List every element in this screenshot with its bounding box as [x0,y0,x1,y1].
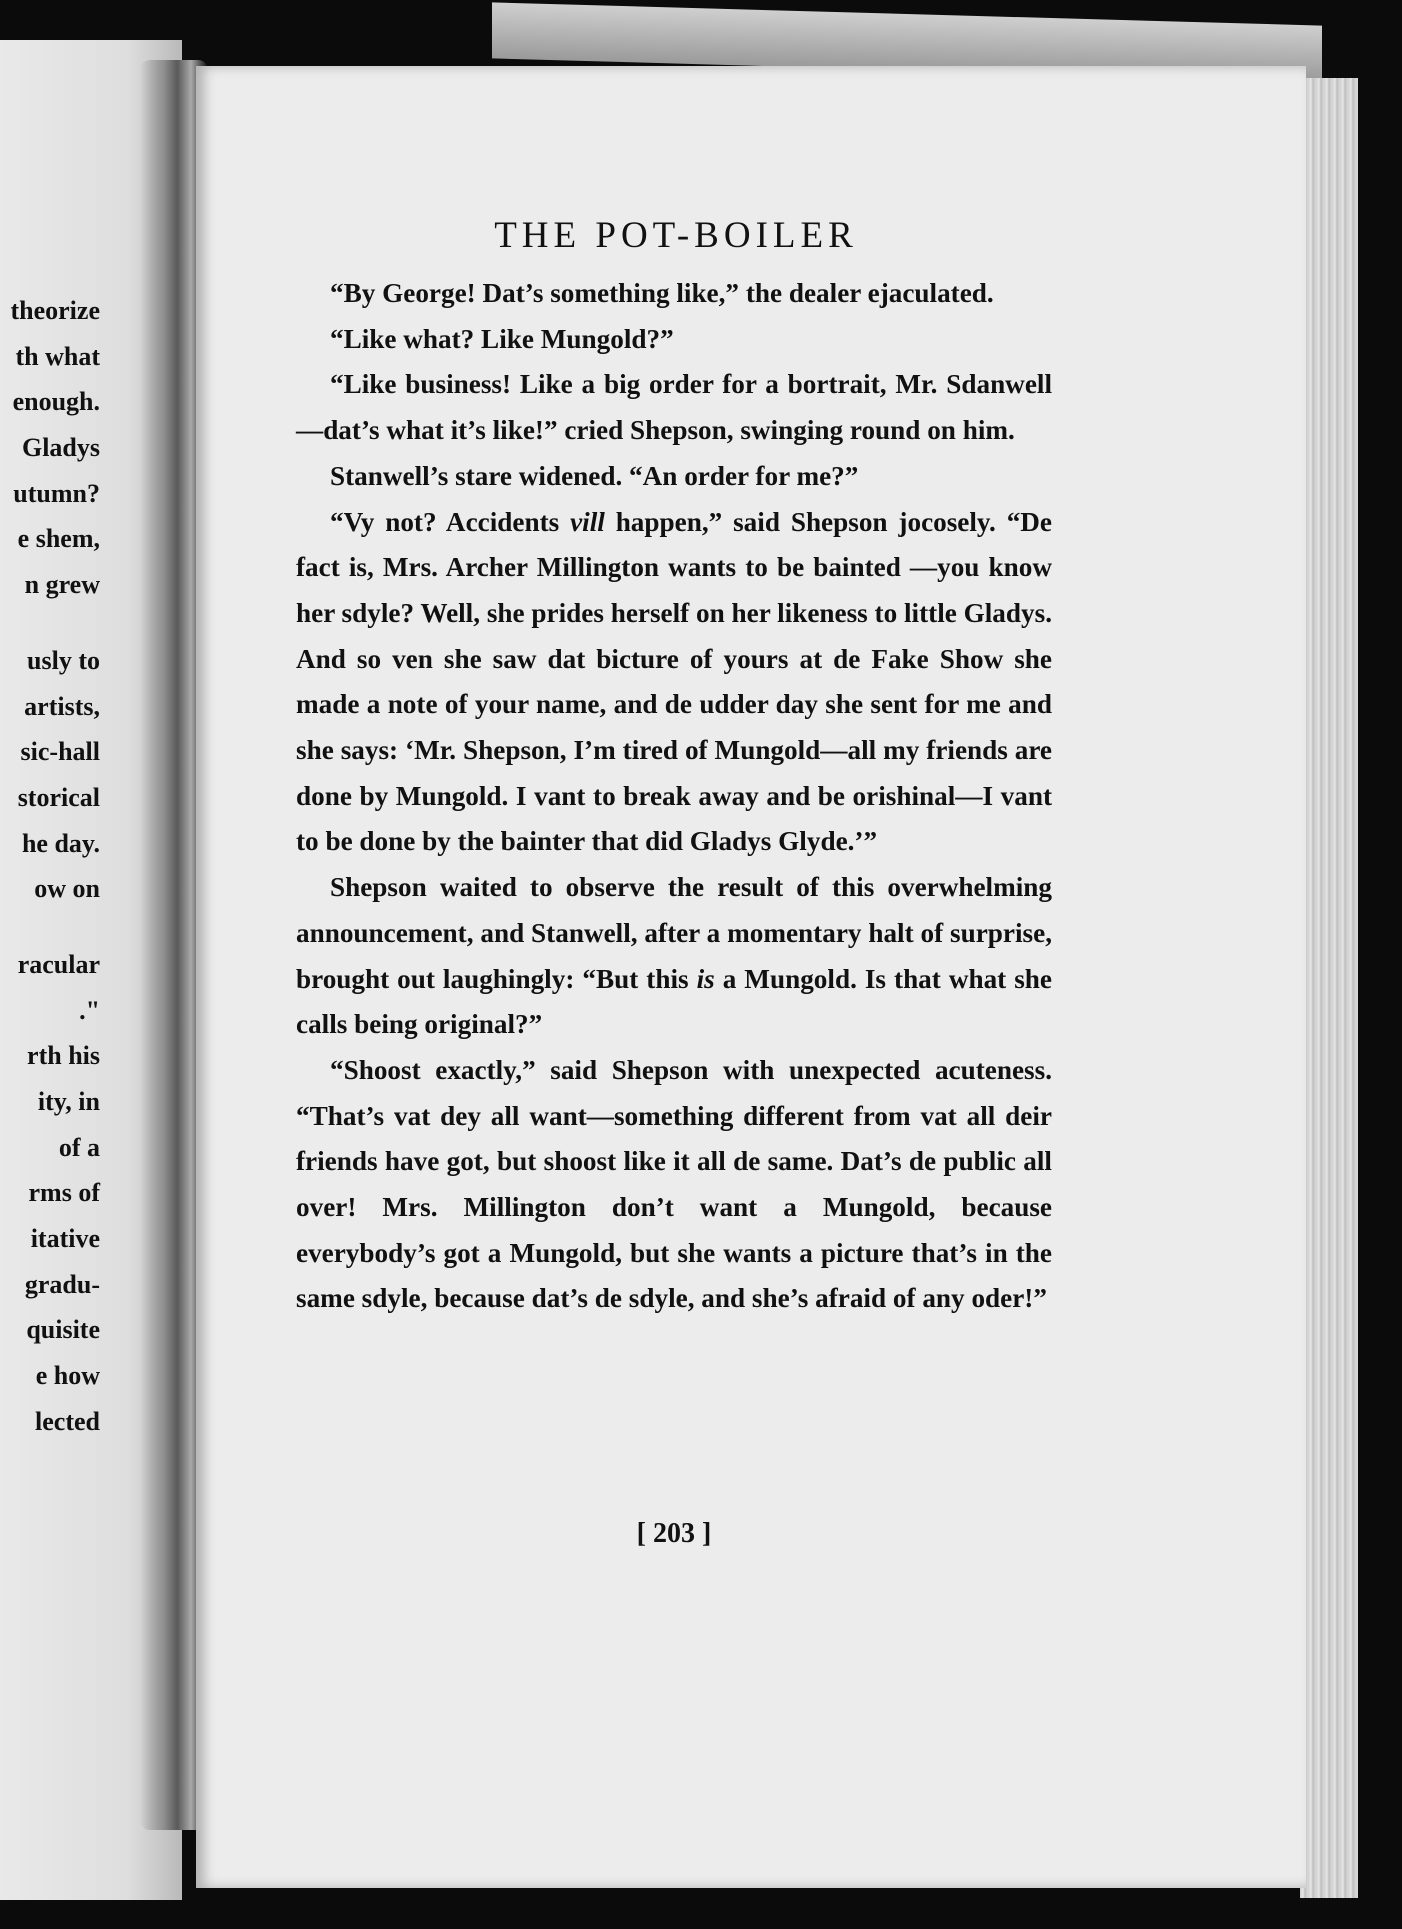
facing-line: e how [35,1361,100,1391]
facing-line: itative [30,1224,100,1254]
facing-line: lected [35,1406,100,1436]
paragraph-text: a Mungold. Is that what she calls being original?” [296,963,1052,1040]
paragraph-text: Shepson waited to observe the result of this overwhelming announcement, and Stanwell, after a momentary halt of surprise, brought out laughingly: “But this [296,872,1052,994]
running-head: THE POT-BOILER [494,215,858,256]
facing-line: sic-hall [20,737,100,767]
facing-line: Gladys [21,433,100,463]
facing-line: storical [17,782,100,812]
paragraph [296,865,1052,1048]
facing-line: artists, [24,691,100,721]
italic-word: is [696,963,715,994]
paragraph: Stanwell’s stare widened. “An order for me?” [330,460,859,491]
paragraph [296,500,1052,866]
facing-line: usly to [27,645,100,675]
facing-line: racular [17,949,100,979]
page-number: [ 203 ] [636,1518,712,1549]
facing-line: utumn? [13,478,100,508]
facing-line: theorize [10,296,100,325]
page-body [296,271,1052,1322]
paragraph-text: happen,” said Shepson jocosely. “De fact is, Mrs. Archer Millington wants to be bainted —you know her sdyle? Well, she prides herself on her likeness to little Gladys. And so ven she saw dat bicture of yours at de Fake Show she made a note of your name, and de udder day she sent for me and she says: ‘Mr. Shepson, I’m tired of Mungold—all my friends are done by Mungold. I vant to break away and be orishinal—I vant to be done by the bainter that did Gladys Glyde.’” [296,506,1052,857]
paragraph-text: “Vy not? Accidents [330,506,571,537]
facing-line: rth his [27,1041,100,1071]
facing-line: rms of [28,1178,100,1208]
italic-word: vill [570,506,605,537]
facing-line: ow on [34,874,100,904]
facing-line: of a [58,1132,100,1162]
facing-line: n grew [24,570,100,600]
paragraph: “Like what? Like Mungold?” [330,323,674,354]
page-fore-edge [1300,78,1358,1898]
paragraph: “By George! Dat’s something like,” the dealer ejaculated. [330,278,994,308]
facing-line: ity, in [37,1087,100,1116]
facing-line: enough. [12,387,100,417]
facing-line: e shem, [17,524,100,554]
facing-line: ." [79,995,100,1025]
paragraph: “Shoost exactly,” said Shepson with unexpected acuteness. “That’s vat dey all want—something different from vat all deir friends have got, but shoost like it all de same. Dat’s de public all over! Mrs. Millington don’t want a Mungold, because everybody’s got a Mungold, but she wants a picture that’s in the same sdyle, because dat’s de sdyle, and she’s afraid of any oder!” [296,1054,1052,1314]
facing-line: he day. [21,828,100,858]
paragraph: “Like business! Like a big order for a bortrait, Mr. Sdanwell—dat’s what it’s like!” cried Shepson, swinging round on him. [296,369,1052,446]
facing-line: gradu- [24,1269,100,1299]
facing-line: th what [15,341,100,371]
facing-line: quisite [26,1315,100,1345]
